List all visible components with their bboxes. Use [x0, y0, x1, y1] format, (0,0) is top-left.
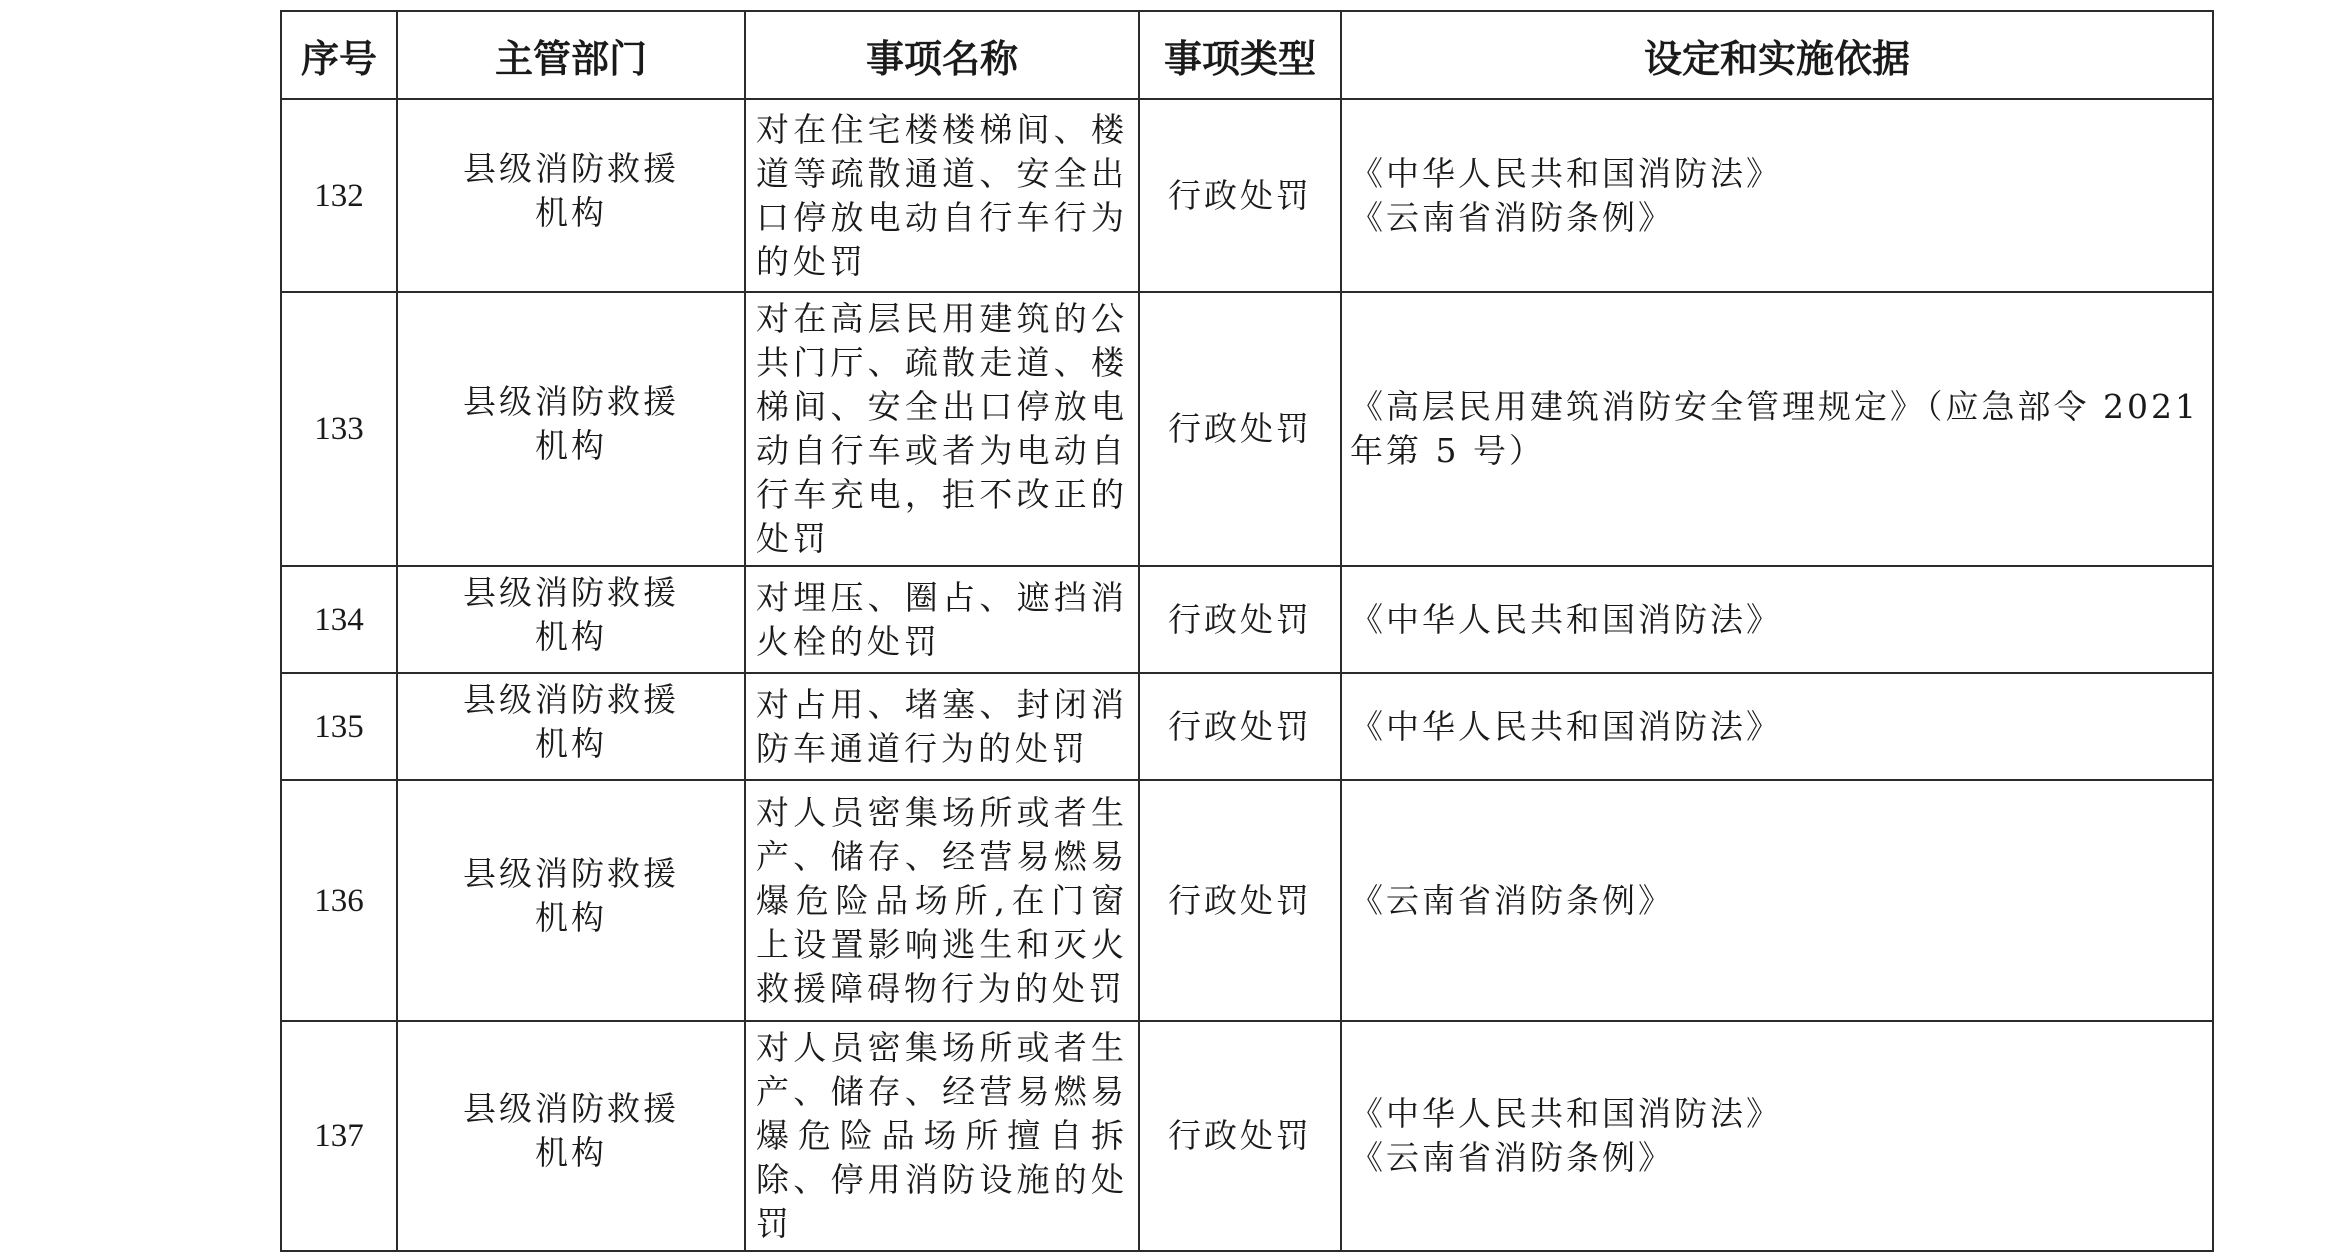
- header-dept: 主管部门: [397, 11, 745, 99]
- cell-seq: 135: [281, 673, 397, 780]
- dept-line: 县级消防救援: [463, 679, 679, 719]
- basis-line: 《高层民用建筑消防安全管理规定》（应急部令 2021: [1350, 387, 2199, 426]
- name-text: 对在高层民用建筑的公共门厅、疏散走道、楼梯间、安全出口停放电动自行车或者为电动自行车充电，拒不改正的处罚: [756, 299, 1128, 558]
- cell-seq: 134: [281, 566, 397, 673]
- cell-seq: 136: [281, 780, 397, 1021]
- basis-line: 《中华人民共和国消防法》: [1350, 706, 1782, 746]
- cell-dept: [397, 566, 745, 673]
- cell-basis: [1341, 673, 2213, 780]
- header-type: 事项类型: [1139, 11, 1341, 99]
- name-text: 对埋压、圈占、遮挡消火栓的处罚: [756, 577, 1128, 661]
- dept-line: 县级消防救援: [463, 148, 679, 188]
- cell-name: [745, 780, 1139, 1021]
- dept-line: 机构: [535, 723, 607, 763]
- header-row: [281, 11, 2213, 99]
- cell-type: 行政处罚: [1139, 292, 1341, 566]
- cell-dept: [397, 1021, 745, 1251]
- cell-seq: 137: [281, 1021, 397, 1251]
- table-row: [281, 99, 2213, 292]
- header-seq: 序号: [281, 11, 397, 99]
- basis-line: 《中华人民共和国消防法》: [1350, 599, 1782, 639]
- basis-line: 《云南省消防条例》: [1350, 880, 1674, 920]
- cell-type: 行政处罚: [1139, 99, 1341, 292]
- dept-line: 县级消防救援: [463, 382, 679, 421]
- cell-dept: [397, 673, 745, 780]
- cell-basis: [1341, 99, 2213, 292]
- cell-basis: [1341, 1021, 2213, 1251]
- basis-line: 年第 5 号）: [1350, 431, 1545, 470]
- cell-name: [745, 99, 1139, 292]
- cell-basis: [1341, 566, 2213, 673]
- basis-line: 《云南省消防条例》: [1350, 197, 1674, 237]
- table-row: [281, 1021, 2213, 1251]
- cell-seq: 133: [281, 292, 397, 566]
- cell-type: 行政处罚: [1139, 1021, 1341, 1251]
- table-row: [281, 673, 2213, 780]
- dept-line: 机构: [535, 192, 607, 232]
- dept-line: 机构: [535, 1133, 607, 1172]
- cell-dept: [397, 292, 745, 566]
- basis-line: 《中华人民共和国消防法》: [1350, 1094, 1782, 1133]
- dept-line: 县级消防救援: [463, 572, 679, 612]
- table-row: [281, 780, 2213, 1021]
- dept-line: 机构: [535, 426, 607, 465]
- basis-line: 《中华人民共和国消防法》: [1350, 153, 1782, 193]
- cell-basis: [1341, 780, 2213, 1021]
- cell-name: [745, 1021, 1139, 1251]
- dept-line: 机构: [535, 897, 607, 937]
- header-basis: 设定和实施依据: [1341, 11, 2213, 99]
- name-text: 对人员密集场所或者生产、储存、经营易燃易爆危险品场所擅自拆除、停用消防设施的处罚: [756, 1028, 1128, 1243]
- table-row: [281, 292, 2213, 566]
- name-text: 对占用、堵塞、封闭消防车通道行为的处罚: [756, 684, 1128, 768]
- header-name: 事项名称: [745, 11, 1139, 99]
- cell-type: 行政处罚: [1139, 566, 1341, 673]
- cell-seq: 132: [281, 99, 397, 292]
- cell-dept: [397, 99, 745, 292]
- dept-line: 机构: [535, 616, 607, 656]
- cell-basis: [1341, 292, 2213, 566]
- cell-dept: [397, 780, 745, 1021]
- cell-type: 行政处罚: [1139, 780, 1341, 1021]
- name-text: 对人员密集场所或者生产、储存、经营易燃易爆危险品场所,在门窗上设置影响逃生和灭火救援障碍物行为的处罚: [756, 792, 1128, 1008]
- cell-type: 行政处罚: [1139, 673, 1341, 780]
- cell-name: [745, 673, 1139, 780]
- dept-line: 县级消防救援: [463, 1089, 679, 1128]
- basis-line: 《云南省消防条例》: [1350, 1138, 1674, 1177]
- cell-name: [745, 292, 1139, 566]
- regulation-table: [280, 10, 2214, 1252]
- table-row: [281, 566, 2213, 673]
- cell-name: [745, 566, 1139, 673]
- name-text: 对在住宅楼楼梯间、楼道等疏散通道、安全出口停放电动自行车行为的处罚: [756, 109, 1128, 281]
- dept-line: 县级消防救援: [463, 853, 679, 893]
